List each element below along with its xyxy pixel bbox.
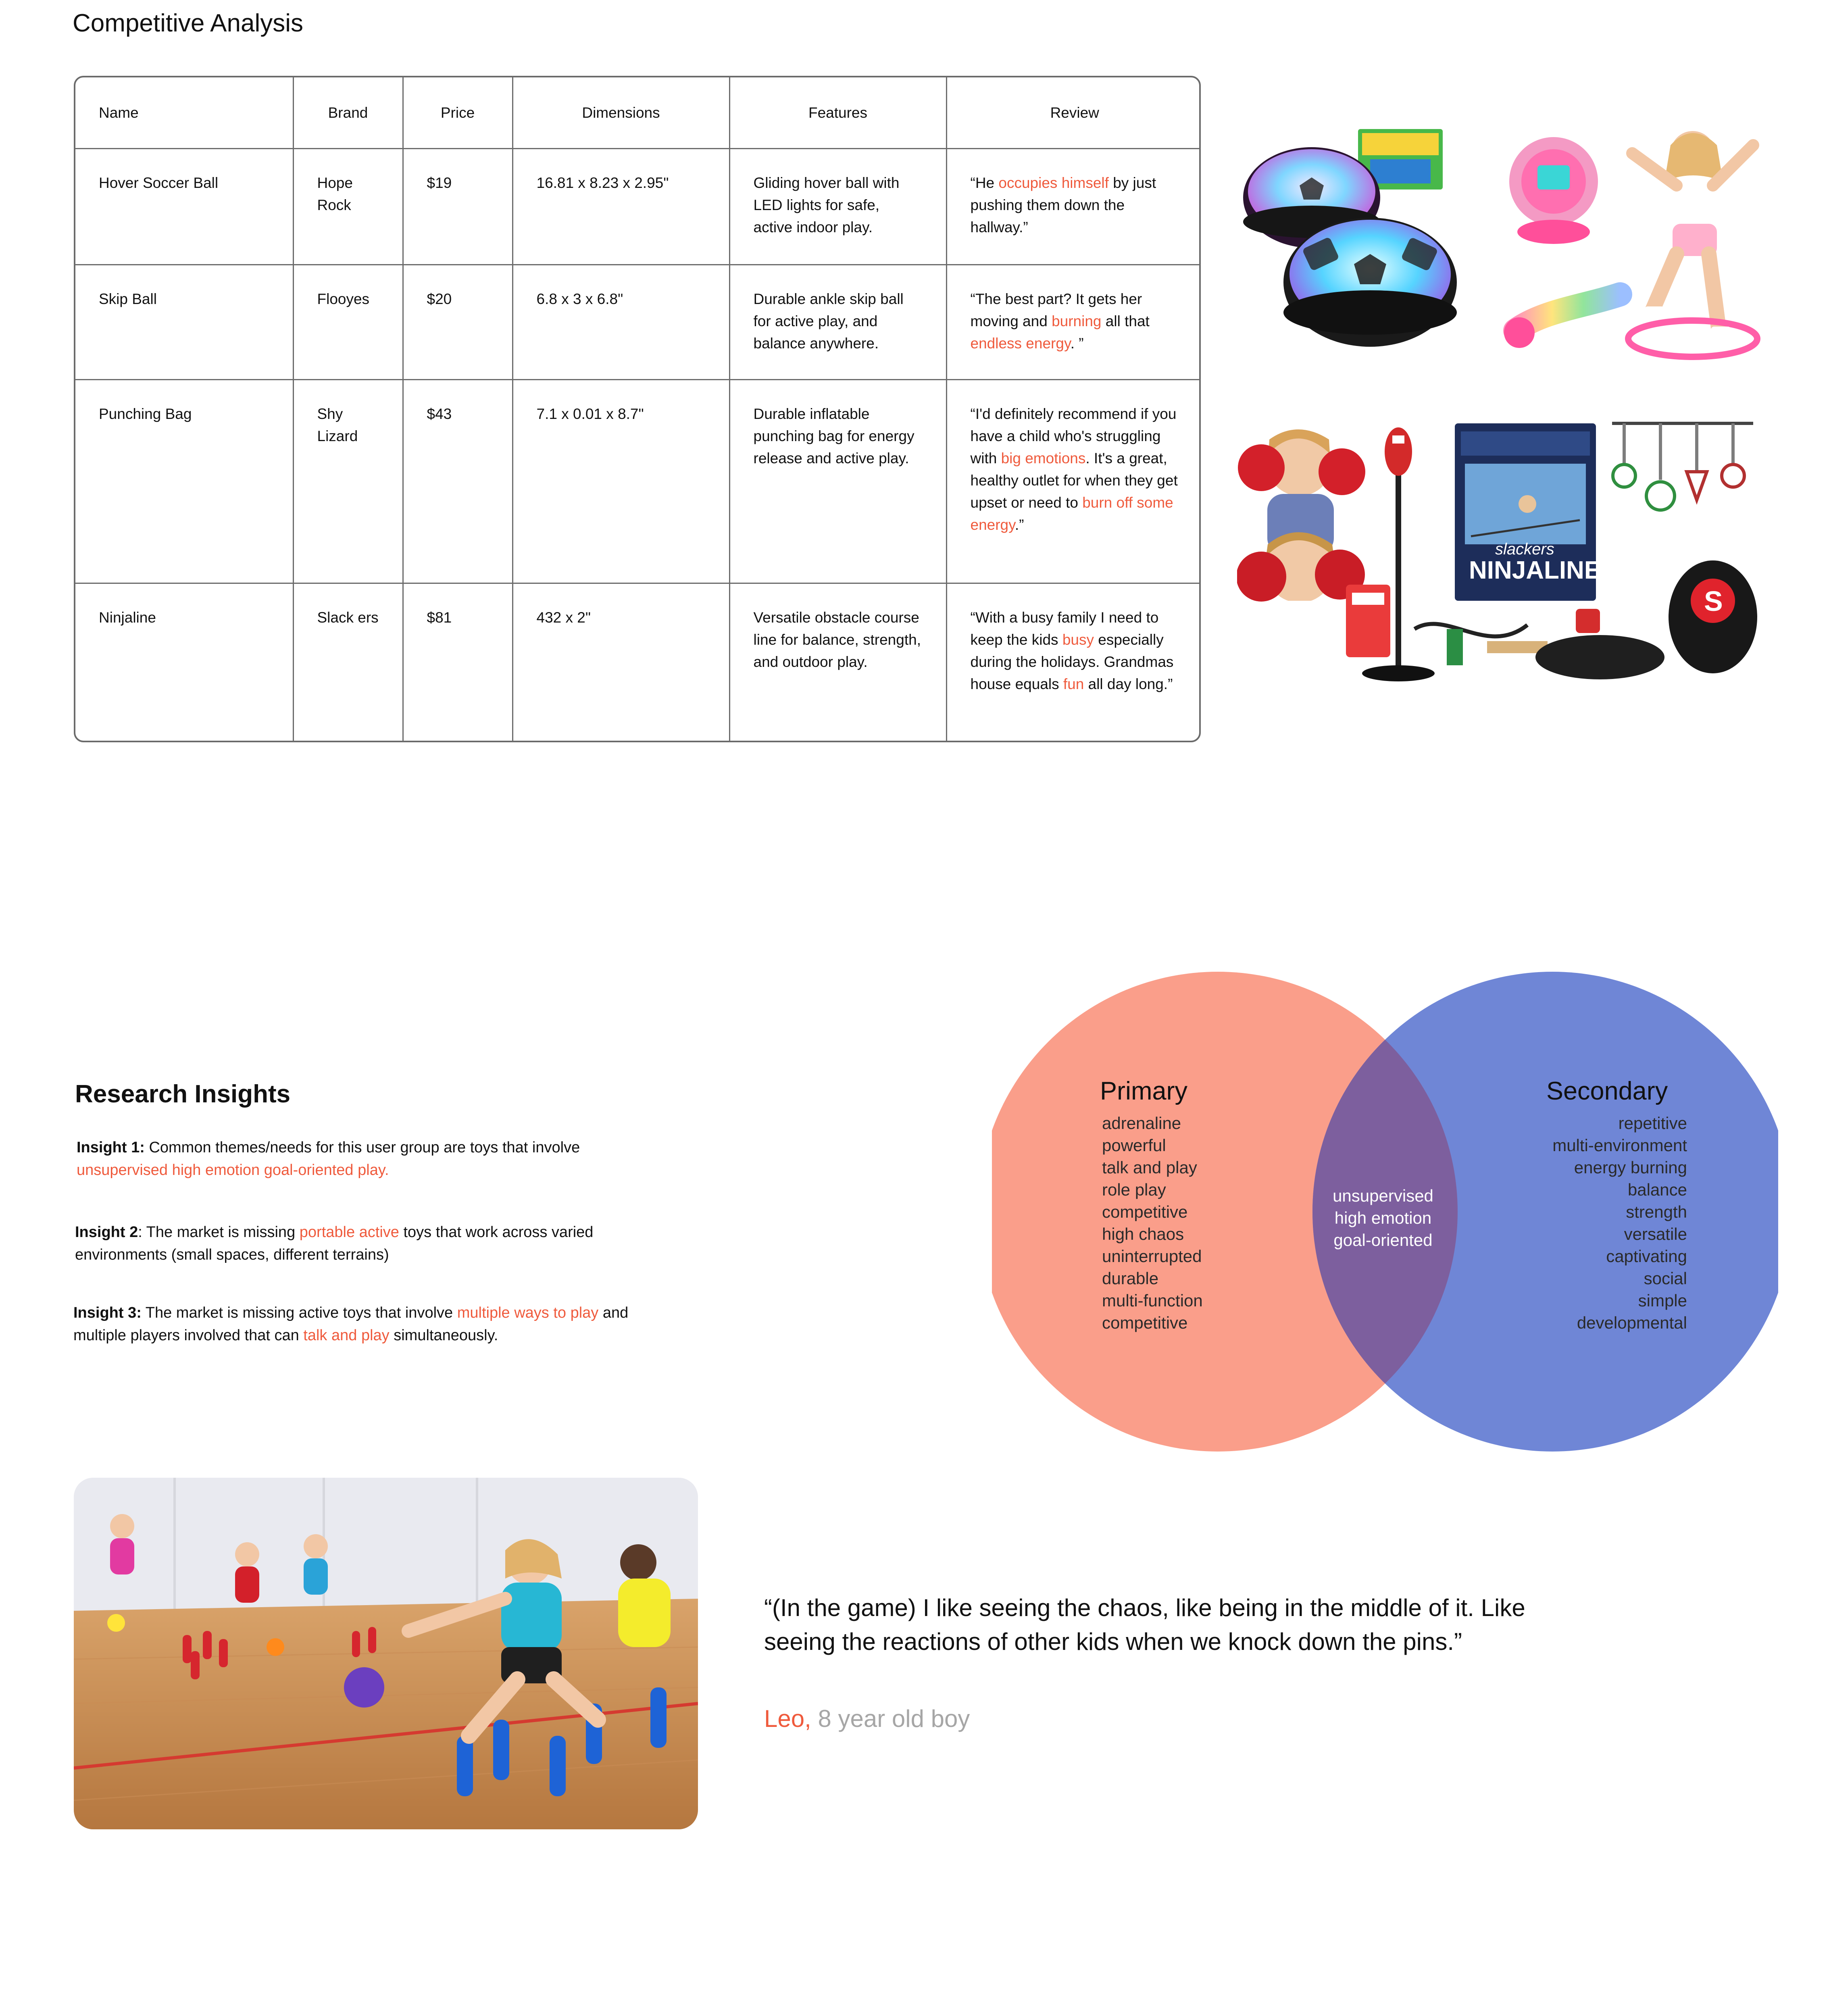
cell-price: $81: [403, 583, 512, 741]
cell-features: Durable ankle skip ball for active play, and balance anywhere.: [729, 264, 946, 379]
review-text: all day long.”: [1084, 675, 1173, 692]
cell-features: Durable inflatable punching bag for energy release and active play.: [729, 379, 946, 583]
svg-text:S: S: [1704, 585, 1723, 617]
venn-secondary-list: [1552, 1112, 1687, 1334]
venn-list-item: strength: [1626, 1202, 1687, 1221]
review-text: by just pushing them down the hallway.”: [970, 174, 1156, 235]
kids-bowling-photo: [74, 1478, 698, 1829]
product-collage-hover-skip: [1237, 121, 1762, 389]
venn-list-item: versatile: [1624, 1225, 1687, 1243]
insight-label: Insight 2: [75, 1224, 138, 1241]
gym-bowling-illustration: [74, 1478, 698, 1829]
cell-review: [946, 264, 1201, 379]
punching-bag-ninjaline-illustration: [1237, 415, 1762, 681]
venn-list-item: durable: [1102, 1269, 1159, 1288]
quote-age: 8 year old boy: [811, 1705, 970, 1732]
insight-label: Insight 1:: [77, 1139, 145, 1156]
product-collage-punching-ninjaline: [1237, 415, 1762, 681]
venn-list-item: adrenaline: [1102, 1114, 1181, 1133]
venn-list-item: energy burning: [1574, 1158, 1687, 1177]
venn-list-item: multi-environment: [1552, 1136, 1687, 1155]
venn-list-item: social: [1644, 1269, 1687, 1288]
insight-1: [77, 1136, 661, 1181]
insight-text: and multiple players involved that can: [73, 1304, 629, 1344]
cell-price: $20: [403, 264, 512, 379]
venn-overlap-item: goal-oriented: [1333, 1231, 1433, 1250]
cell-brand: Hope Rock: [293, 148, 403, 264]
table-row: [75, 583, 1201, 741]
ninjaline-name-label: NINJALINE: [1469, 556, 1601, 584]
insight-text: The market is missing active toys that involve: [141, 1304, 457, 1321]
venn-list-item: repetitive: [1618, 1114, 1687, 1133]
venn-overlap-item: high emotion: [1334, 1208, 1432, 1227]
review-text: . ”: [1070, 335, 1084, 352]
review-highlight: occupies himself: [998, 174, 1109, 191]
research-insights-title: Research Insights: [75, 1080, 291, 1108]
table-header-row: [75, 77, 1201, 148]
review-highlight: busy: [1062, 631, 1094, 648]
cell-brand: Flooyes: [293, 264, 403, 379]
cell-brand: Slack ers: [293, 583, 403, 741]
review-text: especially during the holidays. Grandmas house equals: [970, 631, 1174, 692]
venn-overlap-item: unsupervised: [1333, 1186, 1433, 1205]
quote-attribution: [764, 1705, 970, 1733]
cell-name: Hover Soccer Ball: [75, 148, 293, 264]
cell-name: Ninjaline: [75, 583, 293, 741]
venn-list-item: multi-function: [1102, 1291, 1203, 1310]
review-highlight: big emotions: [1001, 450, 1086, 467]
cell-features: Gliding hover ball with LED lights for safe, active indoor play.: [729, 148, 946, 264]
venn-list-item: role play: [1102, 1180, 1166, 1199]
venn-list-item: captivating: [1606, 1247, 1687, 1266]
insight-3: [73, 1302, 658, 1347]
header-review: Review: [946, 77, 1201, 148]
cell-name: Skip Ball: [75, 264, 293, 379]
venn-list-item: competitive: [1102, 1202, 1188, 1221]
competitive-analysis-table: [74, 76, 1201, 742]
cell-review: [946, 148, 1201, 264]
venn-list-item: uninterrupted: [1102, 1247, 1202, 1266]
insight-highlight: portable active: [299, 1224, 399, 1241]
cell-dimensions: 7.1 x 0.01 x 8.7": [512, 379, 729, 583]
ninjaline-brand-label: slackers: [1495, 540, 1554, 558]
cell-name: Punching Bag: [75, 379, 293, 583]
cell-brand: Shy Lizard: [293, 379, 403, 583]
venn-list-item: powerful: [1102, 1136, 1166, 1155]
review-text: all that: [1101, 312, 1150, 329]
cell-price: $19: [403, 148, 512, 264]
insight-text: toys that work across varied environments (small spaces, different terrains): [75, 1224, 594, 1263]
header-name: Name: [75, 77, 293, 148]
table-row: [75, 264, 1201, 379]
hover-ball-skip-ball-illustration: [1237, 121, 1762, 389]
insight-highlight: talk and play: [303, 1327, 390, 1344]
review-highlight: burning: [1052, 312, 1102, 329]
review-highlight: fun: [1063, 675, 1084, 692]
venn-list-item: competitive: [1102, 1313, 1188, 1332]
review-highlight: endless energy: [970, 335, 1071, 352]
review-text: “He: [970, 174, 999, 191]
interview-quote: “(In the game) I like seeing the chaos, like being in the middle of it. Like seeing the reactions of other kids when we knock down the pins.”: [764, 1594, 1525, 1655]
cell-review: [946, 583, 1201, 741]
cell-price: $43: [403, 379, 512, 583]
insight-text: simultaneously.: [389, 1327, 498, 1344]
competitive-analysis-title: Competitive Analysis: [73, 9, 304, 37]
header-price: Price: [403, 77, 512, 148]
review-highlight: burn off some energy: [970, 494, 1173, 533]
table-row: [75, 379, 1201, 583]
cell-dimensions: 432 x 2": [512, 583, 729, 741]
venn-list-item: developmental: [1577, 1313, 1687, 1332]
insight-2: [75, 1221, 660, 1266]
insight-text: Common themes/needs for this user group are toys that involve: [144, 1139, 580, 1156]
header-brand: Brand: [293, 77, 403, 148]
review-text: “I'd definitely recommend if you have a child who's struggling with: [970, 405, 1177, 467]
venn-list-item: talk and play: [1102, 1158, 1197, 1177]
venn-primary-list: [1102, 1112, 1203, 1334]
venn-primary-title: Primary: [1100, 1077, 1187, 1105]
cell-dimensions: 16.81 x 8.23 x 2.95": [512, 148, 729, 264]
quote-name: Leo,: [764, 1705, 811, 1732]
header-dimensions: Dimensions: [512, 77, 729, 148]
venn-secondary-title: Secondary: [1546, 1077, 1668, 1105]
venn-list-item: simple: [1638, 1291, 1687, 1310]
venn-overlap-list: [1310, 1185, 1456, 1251]
cell-review: [946, 379, 1201, 583]
review-text: . It's a great, healthy outlet for when they get upset or need to: [970, 450, 1178, 511]
review-text: .”: [1014, 516, 1024, 533]
venn-list-item: high chaos: [1102, 1225, 1184, 1243]
insight-label: Insight 3:: [73, 1304, 142, 1321]
insight-highlight: unsupervised high emotion goal-oriented play.: [77, 1162, 389, 1179]
cell-dimensions: 6.8 x 3 x 6.8": [512, 264, 729, 379]
insight-highlight: multiple ways to play: [457, 1304, 599, 1321]
review-text: “With a busy family I need to keep the kids: [970, 609, 1159, 648]
insight-text: : The market is missing: [138, 1224, 300, 1241]
review-text: “The best part? It gets her moving and: [970, 290, 1142, 329]
cell-features: Versatile obstacle course line for balance, strength, and outdoor play.: [729, 583, 946, 741]
table-row: [75, 148, 1201, 264]
header-features: Features: [729, 77, 946, 148]
venn-list-item: balance: [1627, 1180, 1687, 1199]
